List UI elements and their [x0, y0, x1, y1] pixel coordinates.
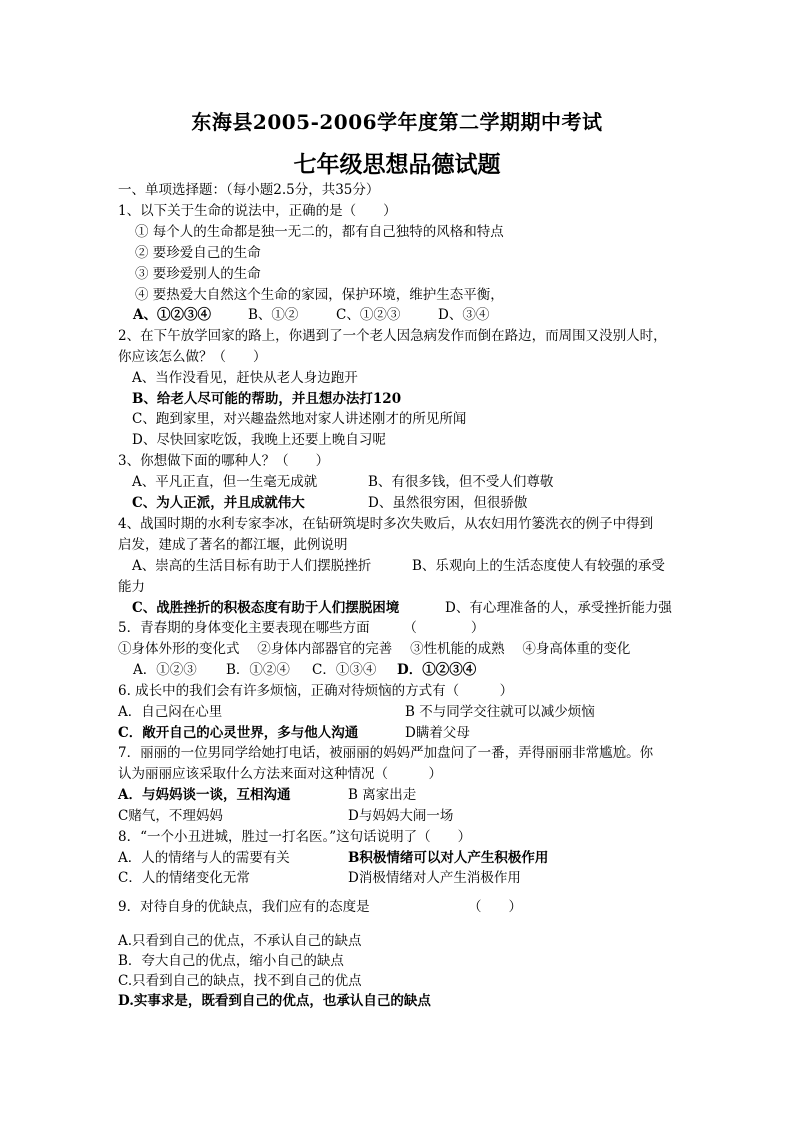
q6-option-b: B 不与同学交往就可以减少烦恼 [405, 704, 595, 720]
q1-statement-2: ② 要珍爱自己的生命 [135, 245, 261, 261]
q7-option-d: D与妈妈大闹一场 [348, 808, 454, 824]
section-heading: 一、单项选择题：（每小题2.5分，共35分） [118, 182, 380, 198]
q6-option-c: C．敞开自己的心灵世界，多与他人沟通 [118, 725, 359, 741]
q2-option-d: D、尽快回家吃饭，我晚上还要上晚自习呢 [132, 432, 386, 448]
q9-answer-paren: （ ） [468, 899, 522, 915]
q7-stem-line1: 7．丽丽的一位男同学给她打电话，被丽丽的妈妈严加盘问了一番，弄得丽丽非常尴尬。你 [118, 745, 654, 761]
q2-option-a: A、当作没看见，赶快从老人身边跑开 [132, 370, 358, 386]
q4-option-b-line2: 能力 [118, 579, 145, 595]
q5-option-d: D．①②③④ [397, 662, 477, 678]
q9-option-d: D.实事求是，既看到自己的优点，也承认自己的缺点 [118, 993, 431, 1009]
q1-statement-3: ③ 要珍爱别人的生命 [135, 266, 261, 282]
q3-option-b: B、有很多钱，但不受人们尊敬 [368, 474, 554, 490]
q9-stem: 9．对待自身的优缺点，我们应有的态度是 [118, 899, 370, 915]
q1-option-d: D、③④ [438, 307, 490, 323]
q7-stem-line2: 认为丽丽应该采取什么方法来面对这种情况（ ） [118, 766, 442, 782]
q1-option-b: B、①② [248, 307, 299, 323]
q9-option-b: B．夸大自己的优点，缩小自己的缺点 [118, 953, 344, 969]
q3-stem: 3、你想做下面的哪种人？（ ） [118, 453, 330, 469]
q1-option-a: A、①②③④ [133, 307, 211, 323]
q1-option-c: C、①②③ [336, 307, 401, 323]
q7-option-a: A．与妈妈谈一谈，互相沟通 [118, 787, 291, 803]
q8-stem: 8．“一个小丑进城，胜过一打名医。”这句话说明了（ ） [118, 829, 472, 845]
q4-option-b-line1: B、乐观向上的生活态度使人有较强的承受 [412, 558, 665, 574]
exam-title: 东海县2005-2006学年度第二学期期中考试 [191, 110, 603, 134]
q3-option-a: A、平凡正直，但一生毫无成就 [132, 474, 318, 490]
q8-option-d: D消极情绪对人产生消极作用 [348, 870, 521, 886]
q7-option-b: B 离家出走 [348, 787, 417, 803]
q9-option-a: A.只看到自己的优点，不承认自己的缺点 [118, 933, 362, 949]
q4-stem-line1: 4、战国时期的水利专家李冰，在钻研筑堤时多次失败后，从农妇用竹篓洗衣的例子中得到 [118, 516, 654, 532]
q6-option-d: D瞒着父母 [405, 725, 470, 741]
q3-option-d: D、虽然很穷困，但很骄傲 [368, 495, 528, 511]
q8-option-c: C．人的情绪变化无常 [118, 870, 250, 886]
q5-option-a: A．①②③ [133, 662, 197, 678]
q6-stem: 6. 成长中的我们会有许多烦恼，正确对待烦恼的方式有（ ） [118, 683, 514, 699]
q3-option-c: C、为人正派，并且成就伟大 [132, 495, 305, 511]
q4-option-a: A、崇高的生活目标有助于人们摆脱挫折 [132, 558, 372, 574]
q2-option-b: B、给老人尽可能的帮助，并且想办法打120 [132, 391, 402, 407]
q1-statement-4: ④ 要热爱大自然这个生命的家园，保护环境，维护生态平衡， [135, 287, 504, 303]
q6-option-a: A．自己闷在心里 [118, 704, 223, 720]
q2-option-c: C、跑到家里，对兴趣盎然地对家人讲述刚才的所见所闻 [132, 411, 467, 427]
q8-option-a: A．人的情绪与人的需要有关 [118, 850, 290, 866]
q1-stem: 1、以下关于生命的说法中，正确的是（ ） [118, 203, 397, 219]
q4-stem-line2: 启发，建成了著名的都江堰，此例说明 [118, 537, 348, 553]
exam-subtitle: 七年级思想品德试题 [293, 151, 501, 178]
q7-option-c: C赌气，不理妈妈 [118, 808, 223, 824]
q5-option-c: C．①③④ [312, 662, 377, 678]
q5-option-b: B．①②④ [226, 662, 290, 678]
q5-statements: ①身体外形的变化式 ②身体内部器官的完善 ③性机能的成熟 ④身高体重的变化 [118, 641, 631, 657]
q1-statement-1: ① 每个人的生命都是独一无二的，都有自己独特的风格和特点 [135, 224, 504, 240]
q8-option-b: B积极情绪可以对人产生积极作用 [348, 850, 549, 866]
q2-stem-line1: 2、在下午放学回家的路上，你遇到了一个老人因急病发作而倒在路边，而周围又没别人时， [118, 328, 667, 344]
q9-option-c: C.只看到自己的缺点，找不到自己的优点 [118, 973, 362, 989]
q2-stem-line2: 你应该怎么做？（ ） [118, 349, 267, 365]
q5-stem: 5．青春期的身体变化主要表现在哪些方面 （ ） [118, 620, 485, 636]
q4-option-d: D、有心理准备的人，承受挫折能力强 [445, 600, 672, 616]
q4-option-c: C、战胜挫折的积极态度有助于人们摆脱困境 [132, 600, 400, 616]
